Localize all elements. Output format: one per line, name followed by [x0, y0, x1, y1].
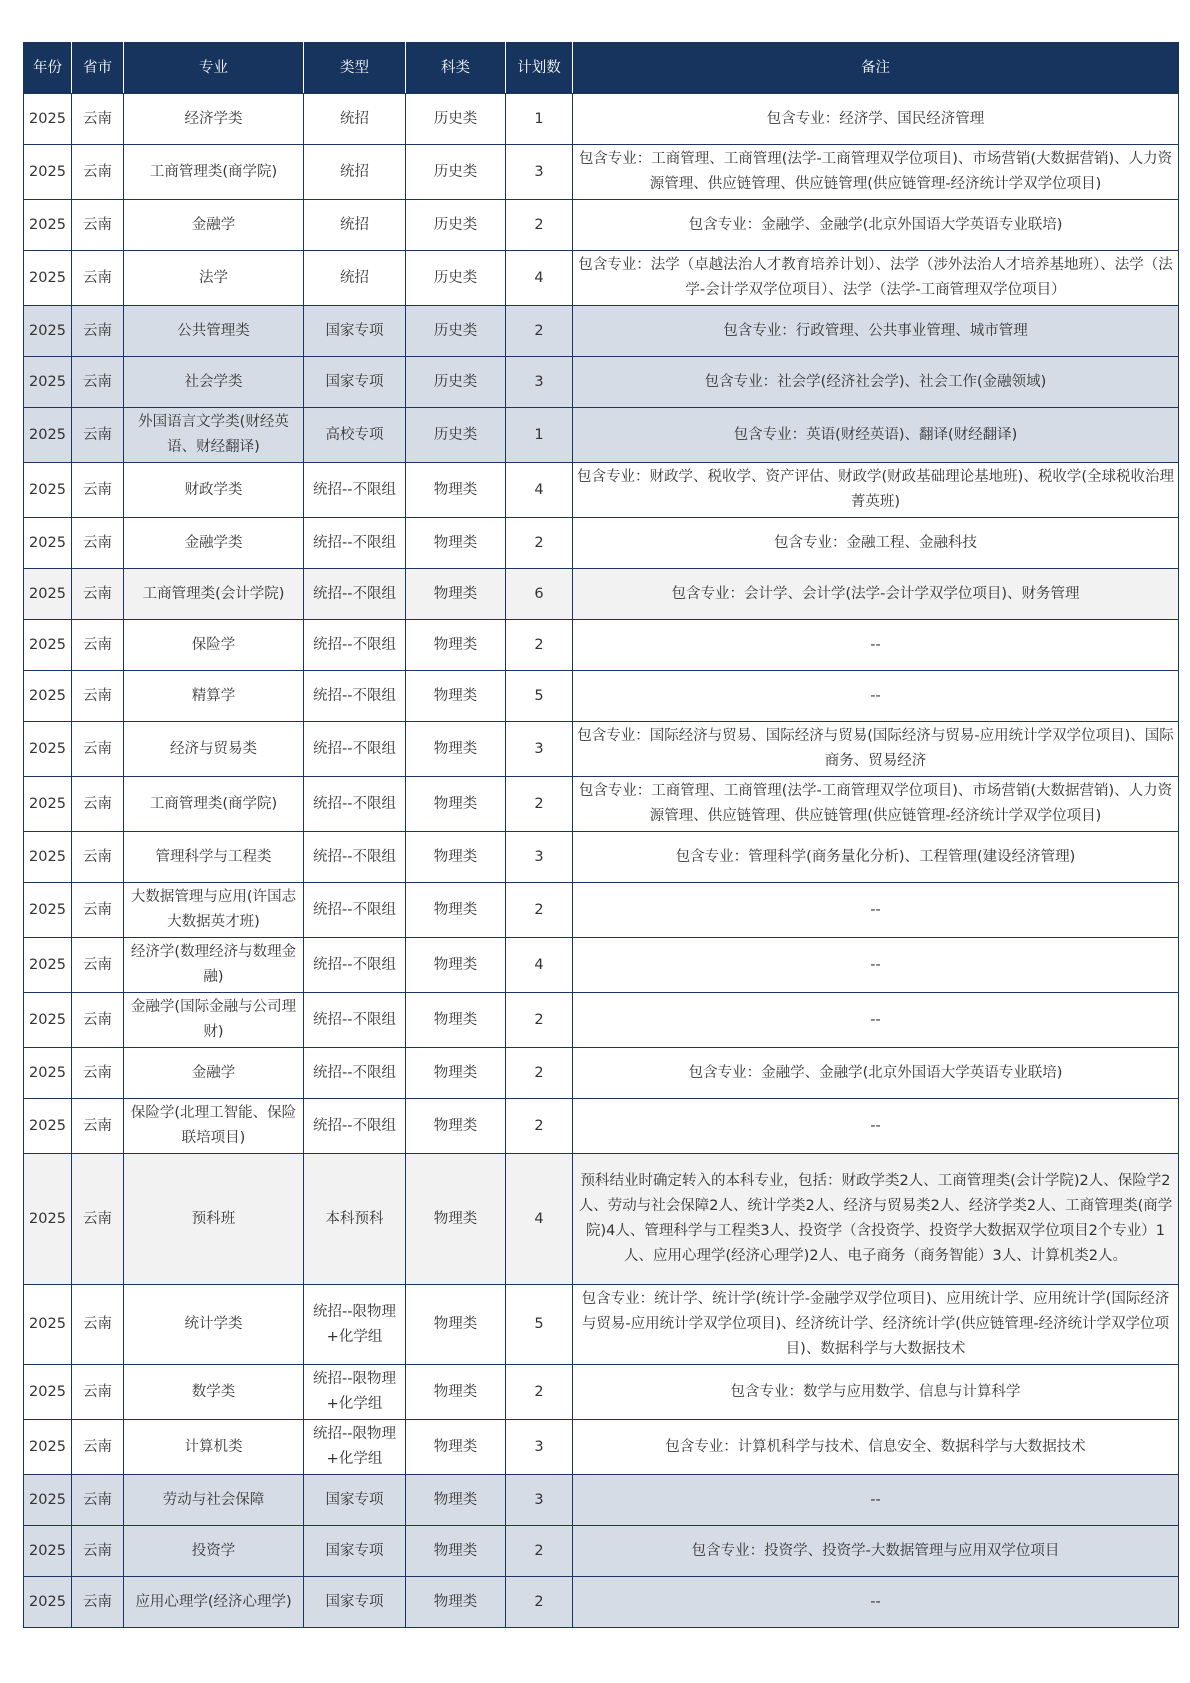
- cell-plan: 6: [506, 569, 573, 620]
- cell-type: 高校专项: [304, 408, 406, 463]
- cell-province: 云南: [72, 518, 124, 569]
- cell-type: 国家专项: [304, 357, 406, 408]
- cell-remark: --: [573, 671, 1179, 722]
- table-header-row: [24, 43, 1179, 94]
- cell-remark: 包含专业：经济学、国民经济管理: [573, 94, 1179, 145]
- cell-plan: 1: [506, 408, 573, 463]
- cell-province: 云南: [72, 1420, 124, 1475]
- cell-type: 统招--不限组: [304, 883, 406, 938]
- cell-year: 2025: [24, 408, 72, 463]
- admission-plan-table-container: [23, 42, 1178, 1628]
- cell-major: 应用心理学(经济心理学): [124, 1577, 304, 1628]
- cell-province: 云南: [72, 938, 124, 993]
- cell-plan: 3: [506, 1420, 573, 1475]
- cell-plan: 3: [506, 722, 573, 777]
- table-row: [24, 722, 1179, 777]
- cell-year: 2025: [24, 1526, 72, 1577]
- cell-year: 2025: [24, 357, 72, 408]
- cell-plan: 2: [506, 620, 573, 671]
- table-row: [24, 463, 1179, 518]
- cell-province: 云南: [72, 251, 124, 306]
- cell-type: 统招--不限组: [304, 620, 406, 671]
- cell-major: 保险学(北理工智能、保险联培项目): [124, 1099, 304, 1154]
- cell-category: 历史类: [406, 408, 506, 463]
- cell-remark: 包含专业：国际经济与贸易、国际经济与贸易(国际经济与贸易-应用统计学双学位项目)、国际商务、贸易经济: [573, 722, 1179, 777]
- cell-major: 经济学类: [124, 94, 304, 145]
- cell-remark: --: [573, 993, 1179, 1048]
- cell-province: 云南: [72, 463, 124, 518]
- cell-province: 云南: [72, 145, 124, 200]
- cell-year: 2025: [24, 1285, 72, 1365]
- cell-remark: 包含专业：工商管理、工商管理(法学-工商管理双学位项目)、市场营销(大数据营销)、人力资源管理、供应链管理、供应链管理(供应链管理-经济统计学双学位项目): [573, 145, 1179, 200]
- cell-plan: 3: [506, 1475, 573, 1526]
- cell-category: 历史类: [406, 251, 506, 306]
- cell-type: 国家专项: [304, 1526, 406, 1577]
- cell-category: 历史类: [406, 357, 506, 408]
- cell-plan: 3: [506, 357, 573, 408]
- cell-major: 金融学类: [124, 518, 304, 569]
- cell-year: 2025: [24, 1154, 72, 1285]
- cell-remark: --: [573, 1577, 1179, 1628]
- cell-year: 2025: [24, 306, 72, 357]
- table-row: [24, 1526, 1179, 1577]
- cell-remark: --: [573, 620, 1179, 671]
- cell-category: 物理类: [406, 1154, 506, 1285]
- cell-major: 工商管理类(商学院): [124, 145, 304, 200]
- cell-province: 云南: [72, 306, 124, 357]
- cell-category: 物理类: [406, 1365, 506, 1420]
- cell-province: 云南: [72, 1365, 124, 1420]
- cell-category: 物理类: [406, 938, 506, 993]
- cell-remark: 包含专业：金融工程、金融科技: [573, 518, 1179, 569]
- table-row: [24, 94, 1179, 145]
- cell-type: 统招--限物理+化学组: [304, 1285, 406, 1365]
- table-row: [24, 1285, 1179, 1365]
- cell-plan: 5: [506, 1285, 573, 1365]
- table-row: [24, 306, 1179, 357]
- table-row: [24, 993, 1179, 1048]
- header-year: 年份: [24, 43, 72, 94]
- cell-type: 统招: [304, 145, 406, 200]
- cell-year: 2025: [24, 94, 72, 145]
- cell-year: 2025: [24, 1577, 72, 1628]
- cell-major: 外国语言文学类(财经英语、财经翻译): [124, 408, 304, 463]
- header-type: 类型: [304, 43, 406, 94]
- table-row: [24, 1577, 1179, 1628]
- table-row: [24, 251, 1179, 306]
- cell-plan: 5: [506, 671, 573, 722]
- cell-year: 2025: [24, 1475, 72, 1526]
- cell-major: 数学类: [124, 1365, 304, 1420]
- cell-province: 云南: [72, 1526, 124, 1577]
- cell-type: 统招: [304, 251, 406, 306]
- cell-type: 统招--不限组: [304, 463, 406, 518]
- cell-category: 物理类: [406, 1420, 506, 1475]
- cell-plan: 2: [506, 1048, 573, 1099]
- cell-type: 统招--限物理+化学组: [304, 1420, 406, 1475]
- cell-year: 2025: [24, 777, 72, 832]
- cell-remark: 包含专业：金融学、金融学(北京外国语大学英语专业联培): [573, 1048, 1179, 1099]
- cell-remark: 包含专业：金融学、金融学(北京外国语大学英语专业联培): [573, 200, 1179, 251]
- cell-major: 计算机类: [124, 1420, 304, 1475]
- header-category: 科类: [406, 43, 506, 94]
- table-row: [24, 1420, 1179, 1475]
- header-major: 专业: [124, 43, 304, 94]
- cell-major: 经济与贸易类: [124, 722, 304, 777]
- cell-major: 法学: [124, 251, 304, 306]
- table-row: [24, 408, 1179, 463]
- cell-province: 云南: [72, 1154, 124, 1285]
- cell-type: 国家专项: [304, 1475, 406, 1526]
- table-row: [24, 1099, 1179, 1154]
- table-row: [24, 883, 1179, 938]
- cell-type: 统招--不限组: [304, 832, 406, 883]
- cell-year: 2025: [24, 1365, 72, 1420]
- cell-remark: 预科结业时确定转入的本科专业，包括：财政学类2人、工商管理类(会计学院)2人、保险学2人、劳动与社会保障2人、统计学类2人、经济与贸易类2人、经济学类2人、工商管理类(商学院)4人、管理科学与工程类3人、投资学（含投资学、投资学大数据双学位项目2个专业）1人、应用心理学(经济心理学)2人、电子商务（商务智能）3人、计算机类2人。: [573, 1154, 1179, 1285]
- cell-type: 统招--不限组: [304, 993, 406, 1048]
- cell-remark: 包含专业：英语(财经英语)、翻译(财经翻译): [573, 408, 1179, 463]
- cell-category: 物理类: [406, 1475, 506, 1526]
- header-remark: 备注: [573, 43, 1179, 94]
- cell-year: 2025: [24, 1048, 72, 1099]
- cell-type: 统招--不限组: [304, 777, 406, 832]
- table-row: [24, 938, 1179, 993]
- cell-category: 历史类: [406, 145, 506, 200]
- cell-remark: 包含专业：统计学、统计学(统计学-金融学双学位项目)、应用统计学、应用统计学(国际经济与贸易-应用统计学双学位项目)、经济统计学、经济统计学(供应链管理-经济统计学双学位项目)、数据科学与大数据技术: [573, 1285, 1179, 1365]
- cell-plan: 3: [506, 832, 573, 883]
- cell-province: 云南: [72, 1577, 124, 1628]
- cell-province: 云南: [72, 569, 124, 620]
- cell-year: 2025: [24, 883, 72, 938]
- cell-major: 统计学类: [124, 1285, 304, 1365]
- cell-year: 2025: [24, 1099, 72, 1154]
- cell-year: 2025: [24, 251, 72, 306]
- admission-plan-table: [23, 42, 1179, 1628]
- cell-remark: --: [573, 1099, 1179, 1154]
- cell-province: 云南: [72, 200, 124, 251]
- cell-plan: 3: [506, 145, 573, 200]
- cell-plan: 4: [506, 938, 573, 993]
- cell-major: 经济学(数理经济与数理金融): [124, 938, 304, 993]
- cell-year: 2025: [24, 518, 72, 569]
- cell-remark: 包含专业：社会学(经济社会学)、社会工作(金融领域): [573, 357, 1179, 408]
- cell-remark: 包含专业：会计学、会计学(法学-会计学双学位项目)、财务管理: [573, 569, 1179, 620]
- cell-year: 2025: [24, 938, 72, 993]
- header-plan-count: 计划数: [506, 43, 573, 94]
- cell-category: 物理类: [406, 463, 506, 518]
- cell-type: 统招--不限组: [304, 518, 406, 569]
- cell-major: 金融学: [124, 200, 304, 251]
- cell-plan: 1: [506, 94, 573, 145]
- cell-category: 物理类: [406, 1577, 506, 1628]
- cell-major: 财政学类: [124, 463, 304, 518]
- cell-category: 物理类: [406, 993, 506, 1048]
- header-province: 省市: [72, 43, 124, 94]
- cell-province: 云南: [72, 1048, 124, 1099]
- cell-province: 云南: [72, 671, 124, 722]
- cell-category: 物理类: [406, 620, 506, 671]
- table-row: [24, 671, 1179, 722]
- cell-major: 社会学类: [124, 357, 304, 408]
- cell-province: 云南: [72, 1099, 124, 1154]
- cell-type: 国家专项: [304, 306, 406, 357]
- cell-year: 2025: [24, 620, 72, 671]
- cell-category: 历史类: [406, 200, 506, 251]
- cell-major: 工商管理类(商学院): [124, 777, 304, 832]
- cell-type: 统招: [304, 94, 406, 145]
- cell-type: 统招--不限组: [304, 671, 406, 722]
- cell-category: 物理类: [406, 1285, 506, 1365]
- table-row: [24, 145, 1179, 200]
- table-row: [24, 777, 1179, 832]
- cell-type: 统招--不限组: [304, 722, 406, 777]
- cell-category: 物理类: [406, 671, 506, 722]
- cell-major: 劳动与社会保障: [124, 1475, 304, 1526]
- cell-year: 2025: [24, 993, 72, 1048]
- table-row: [24, 1475, 1179, 1526]
- cell-year: 2025: [24, 671, 72, 722]
- cell-province: 云南: [72, 357, 124, 408]
- cell-plan: 2: [506, 200, 573, 251]
- cell-plan: 2: [506, 883, 573, 938]
- cell-remark: 包含专业：财政学、税收学、资产评估、财政学(财政基础理论基地班)、税收学(全球税收治理菁英班): [573, 463, 1179, 518]
- cell-remark: 包含专业：数学与应用数学、信息与计算科学: [573, 1365, 1179, 1420]
- table-row: [24, 569, 1179, 620]
- cell-province: 云南: [72, 722, 124, 777]
- cell-major: 公共管理类: [124, 306, 304, 357]
- table-row: [24, 832, 1179, 883]
- cell-plan: 2: [506, 1365, 573, 1420]
- cell-remark: --: [573, 1475, 1179, 1526]
- cell-remark: --: [573, 883, 1179, 938]
- cell-province: 云南: [72, 1475, 124, 1526]
- cell-year: 2025: [24, 1420, 72, 1475]
- cell-category: 物理类: [406, 832, 506, 883]
- cell-type: 统招--不限组: [304, 569, 406, 620]
- cell-province: 云南: [72, 620, 124, 671]
- table-row: [24, 1154, 1179, 1285]
- cell-major: 投资学: [124, 1526, 304, 1577]
- cell-major: 金融学: [124, 1048, 304, 1099]
- cell-year: 2025: [24, 200, 72, 251]
- cell-plan: 2: [506, 777, 573, 832]
- cell-type: 统招: [304, 200, 406, 251]
- cell-category: 历史类: [406, 94, 506, 145]
- cell-plan: 4: [506, 1154, 573, 1285]
- cell-plan: 4: [506, 463, 573, 518]
- cell-remark: --: [573, 938, 1179, 993]
- cell-type: 统招--不限组: [304, 1099, 406, 1154]
- cell-province: 云南: [72, 408, 124, 463]
- table-row: [24, 518, 1179, 569]
- cell-province: 云南: [72, 777, 124, 832]
- cell-type: 统招--不限组: [304, 938, 406, 993]
- cell-plan: 2: [506, 1577, 573, 1628]
- cell-category: 物理类: [406, 1048, 506, 1099]
- table-row: [24, 200, 1179, 251]
- cell-year: 2025: [24, 569, 72, 620]
- cell-category: 历史类: [406, 306, 506, 357]
- cell-type: 统招--不限组: [304, 1048, 406, 1099]
- cell-year: 2025: [24, 463, 72, 518]
- cell-remark: 包含专业：法学（卓越法治人才教育培养计划）、法学（涉外法治人才培养基地班）、法学（法学-会计学双学位项目）、法学（法学-工商管理双学位项目）: [573, 251, 1179, 306]
- cell-remark: 包含专业：工商管理、工商管理(法学-工商管理双学位项目)、市场营销(大数据营销)、人力资源管理、供应链管理、供应链管理(供应链管理-经济统计学双学位项目): [573, 777, 1179, 832]
- cell-category: 物理类: [406, 777, 506, 832]
- cell-major: 保险学: [124, 620, 304, 671]
- cell-major: 管理科学与工程类: [124, 832, 304, 883]
- cell-major: 大数据管理与应用(许国志大数据英才班): [124, 883, 304, 938]
- cell-category: 物理类: [406, 883, 506, 938]
- cell-year: 2025: [24, 832, 72, 883]
- cell-province: 云南: [72, 832, 124, 883]
- cell-category: 物理类: [406, 518, 506, 569]
- cell-plan: 2: [506, 306, 573, 357]
- table-row: [24, 1365, 1179, 1420]
- table-row: [24, 620, 1179, 671]
- cell-major: 精算学: [124, 671, 304, 722]
- table-row: [24, 1048, 1179, 1099]
- cell-plan: 2: [506, 1099, 573, 1154]
- cell-plan: 2: [506, 1526, 573, 1577]
- table-row: [24, 357, 1179, 408]
- cell-year: 2025: [24, 145, 72, 200]
- cell-province: 云南: [72, 1285, 124, 1365]
- cell-province: 云南: [72, 883, 124, 938]
- cell-remark: 包含专业：管理科学(商务量化分析)、工程管理(建设经济管理): [573, 832, 1179, 883]
- cell-province: 云南: [72, 94, 124, 145]
- cell-category: 物理类: [406, 569, 506, 620]
- cell-category: 物理类: [406, 1099, 506, 1154]
- cell-plan: 2: [506, 518, 573, 569]
- cell-type: 本科预科: [304, 1154, 406, 1285]
- cell-plan: 4: [506, 251, 573, 306]
- cell-remark: 包含专业：计算机科学与技术、信息安全、数据科学与大数据技术: [573, 1420, 1179, 1475]
- cell-major: 工商管理类(会计学院): [124, 569, 304, 620]
- cell-major: 金融学(国际金融与公司理财): [124, 993, 304, 1048]
- cell-category: 物理类: [406, 1526, 506, 1577]
- cell-year: 2025: [24, 722, 72, 777]
- cell-province: 云南: [72, 993, 124, 1048]
- cell-major: 预科班: [124, 1154, 304, 1285]
- cell-type: 国家专项: [304, 1577, 406, 1628]
- cell-plan: 2: [506, 993, 573, 1048]
- cell-category: 物理类: [406, 722, 506, 777]
- cell-remark: 包含专业：行政管理、公共事业管理、城市管理: [573, 306, 1179, 357]
- cell-remark: 包含专业：投资学、投资学-大数据管理与应用双学位项目: [573, 1526, 1179, 1577]
- cell-type: 统招--限物理+化学组: [304, 1365, 406, 1420]
